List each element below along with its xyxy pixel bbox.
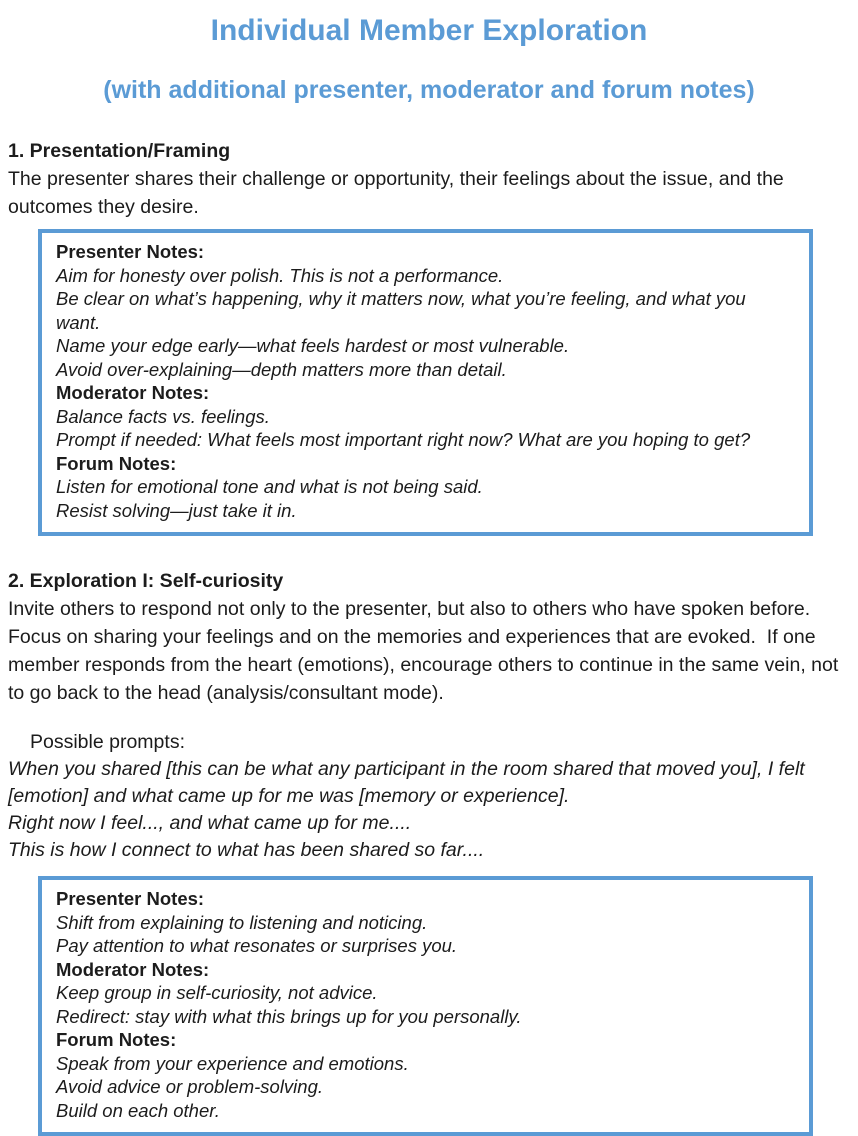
note-line: Listen for emotional tone and what is not being said. [56, 476, 483, 497]
note-line: Build on each other. [56, 1099, 220, 1121]
note-group-label: Forum Notes: [56, 1029, 177, 1050]
prompts-label: Possible prompts: [30, 731, 185, 753]
prompt-line: This is how I connect to what has been shared so far.... [8, 839, 485, 861]
section-exploration-self-curiosity [8, 568, 850, 1136]
note-group-label: Forum Notes: [56, 452, 177, 474]
note-group-label: Moderator Notes: [56, 958, 210, 980]
note-group-label: Presenter Notes: [56, 241, 205, 262]
section-heading: 2. Exploration I: Self-curiosity [8, 570, 284, 592]
section-heading: 1. Presentation/Framing [8, 140, 231, 162]
note-group-label: Moderator Notes: [56, 382, 210, 403]
note-line: Avoid advice or problem-solving. [56, 1076, 324, 1097]
notes-box [38, 229, 813, 536]
note-line: Shift from explaining to listening and noticing. [56, 911, 428, 933]
note-line: Balance facts vs. feelings. [56, 405, 270, 427]
section-body: The presenter shares their challenge or opportunity, their feelings about the issue, and the outcomes they desire. [8, 168, 790, 218]
note-line: Speak from your experience and emotions. [56, 1052, 409, 1074]
page-title: Individual Member Exploration [210, 14, 648, 47]
section-body: Invite others to respond not only to the presenter, but also to others who have spoken before. Focus on sharing your feelings and on the memories and experiences that are evoked. If one member responds from the heart (emotions), encourage others to continue in the same vein, not to go back to the head (analysis/consultant mode). [8, 598, 844, 704]
note-line: Prompt if needed: What feels most important right now? What are you hoping to get? [56, 429, 751, 450]
note-line: Resist solving—just take it in. [56, 499, 297, 521]
section-presentation-framing [8, 138, 850, 536]
note-line: Keep group in self-curiosity, not advice. [56, 982, 378, 1003]
notes-box [38, 876, 813, 1136]
note-line: Avoid over-explaining—depth matters more than detail. [56, 358, 507, 380]
note-group-label: Presenter Notes: [56, 888, 205, 909]
note-line: Pay attention to what resonates or surprises you. [56, 935, 458, 956]
note-line: Name your edge early—what feels hardest or most vulnerable. [56, 335, 570, 356]
note-line: Redirect: stay with what this brings up for you personally. [56, 1005, 522, 1027]
note-line: Be clear on what’s happening, why it matters now, what you’re feeling, and what you want. [56, 288, 746, 333]
note-line: Aim for honesty over polish. This is not a performance. [56, 264, 504, 286]
prompt-line: When you shared [this can be what any participant in the room shared that moved you], I felt [emotion] and what came up for me was [memory or experience]. [8, 758, 805, 807]
prompt-line: Right now I feel..., and what came up for me.... [8, 812, 412, 834]
prompts-list [8, 756, 850, 864]
page-subtitle: (with additional presenter, moderator and forum notes) [103, 76, 755, 104]
